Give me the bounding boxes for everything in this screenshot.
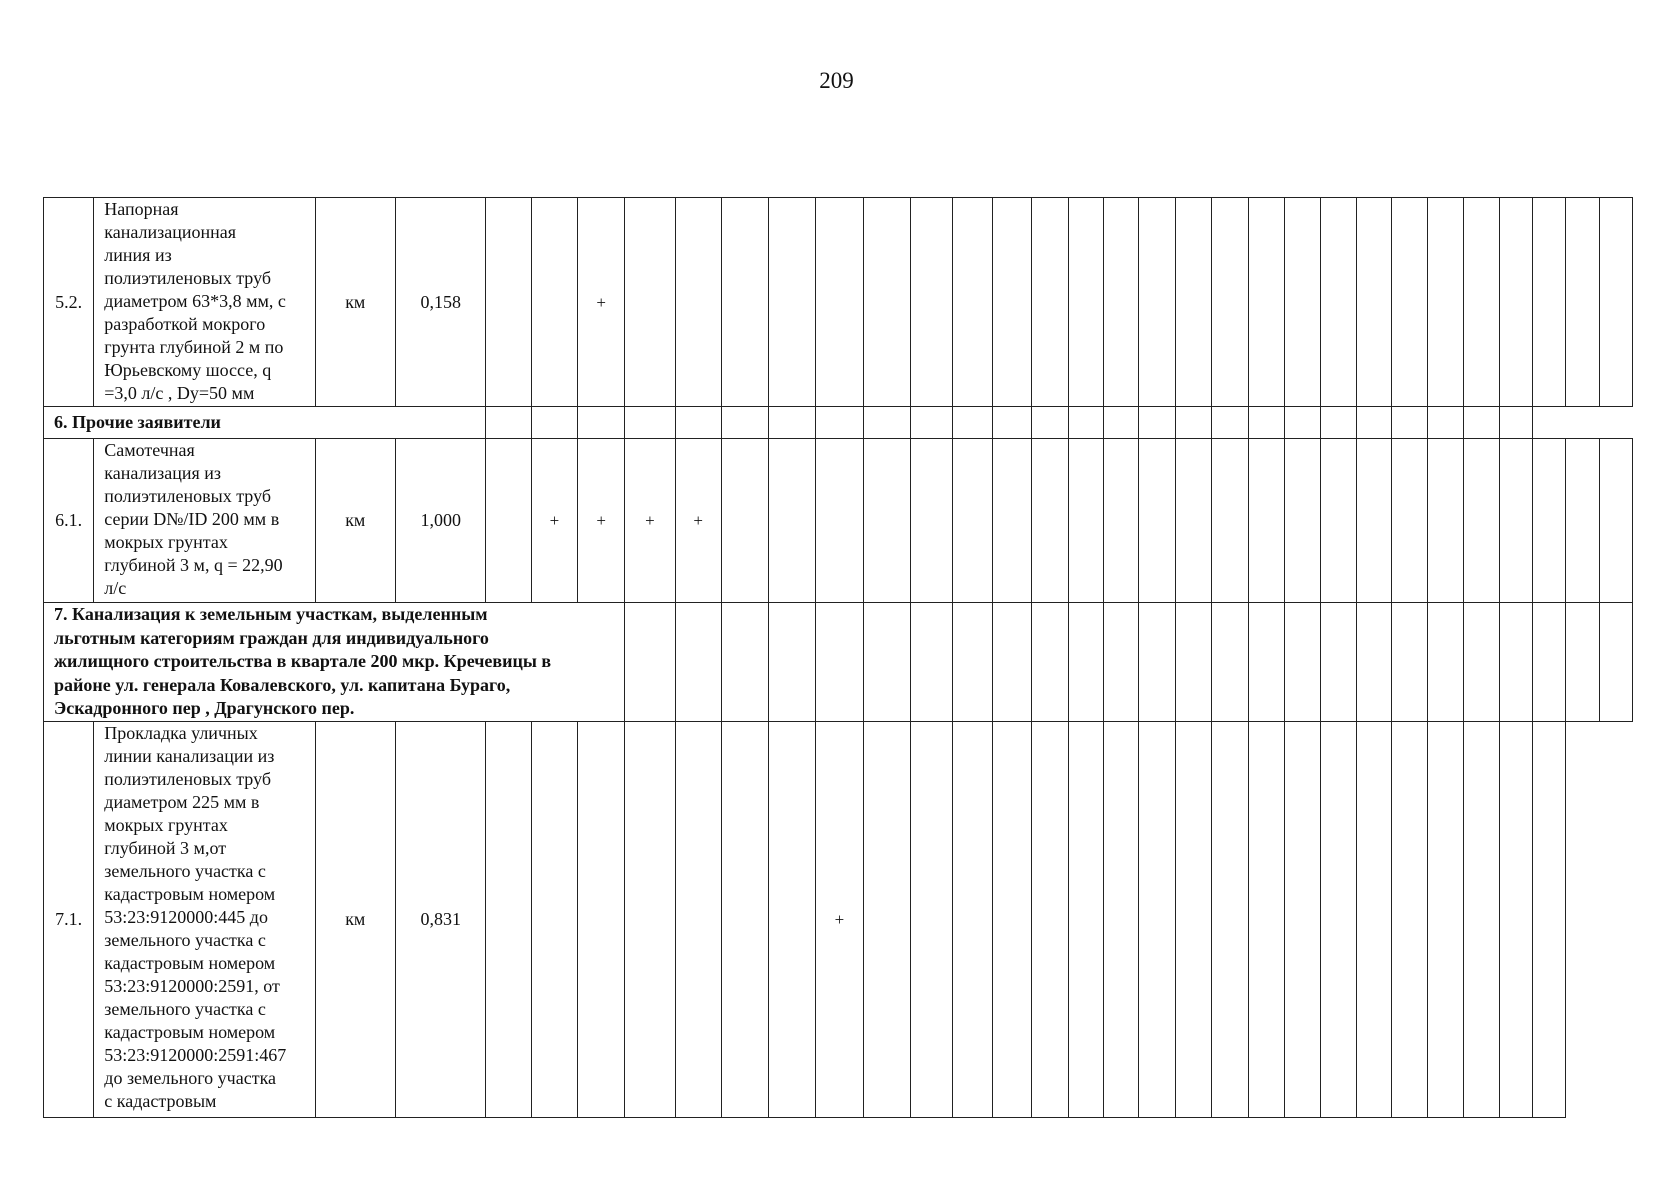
schedule-cell: [993, 439, 1031, 603]
schedule-cell: [769, 439, 816, 603]
schedule-cell: [1599, 439, 1632, 603]
schedule-cell: [1357, 407, 1392, 439]
schedule-cell: [1463, 439, 1499, 603]
schedule-cell: [1212, 407, 1248, 439]
schedule-cell: [993, 603, 1031, 722]
schedule-cell: [993, 407, 1031, 439]
schedule-cell: [1321, 603, 1357, 722]
schedule-cell: [1248, 721, 1284, 1117]
schedule-cell: [1427, 407, 1463, 439]
schedule-cell: [910, 198, 952, 407]
schedule-cell: [1284, 603, 1320, 722]
schedule-cell: [1248, 603, 1284, 722]
schedule-cell: [1392, 721, 1427, 1117]
schedule-cell: [1392, 439, 1427, 603]
row-number: 6.1.: [44, 439, 94, 603]
schedule-cell: [1392, 198, 1427, 407]
section-title: 6. Прочие заявители: [44, 407, 486, 439]
schedule-cell: [1500, 198, 1533, 407]
schedule-cell: +: [625, 439, 675, 603]
row-unit: км: [315, 721, 395, 1117]
schedule-cell: [1068, 721, 1103, 1117]
schedule-cell: [675, 603, 721, 722]
row-quantity: 0,158: [395, 198, 486, 407]
schedule-cell: [1427, 603, 1463, 722]
schedule-cell: [1212, 439, 1248, 603]
schedule-cell: [1599, 198, 1632, 407]
row-quantity: 1,000: [395, 439, 486, 603]
schedule-cell: [1500, 721, 1533, 1117]
schedule-cell: [1139, 603, 1176, 722]
schedule-cell: [953, 603, 993, 722]
schedule-cell: [1357, 198, 1392, 407]
row-unit: км: [315, 439, 395, 603]
schedule-cell: [577, 407, 624, 439]
schedule-cell: [721, 603, 768, 722]
schedule-cell: [1566, 439, 1599, 603]
schedule-cell: [1176, 603, 1212, 722]
schedule-cell: [1427, 439, 1463, 603]
schedule-cell: [993, 198, 1031, 407]
row-number: 7.1.: [44, 721, 94, 1117]
schedule-cell: [1500, 603, 1533, 722]
schedule-cell: [1139, 407, 1176, 439]
schedule-cell: [1427, 721, 1463, 1117]
schedule-cell: [675, 407, 721, 439]
schedule-cell: [1212, 198, 1248, 407]
schedule-cell: +: [531, 439, 577, 603]
schedule-cell: [531, 721, 577, 1117]
schedule-cell: [1031, 721, 1068, 1117]
schedule-cell: [1566, 603, 1599, 722]
schedule-cell: [1566, 198, 1599, 407]
row-unit: км: [315, 198, 395, 407]
schedule-cell: [1176, 439, 1212, 603]
schedule-cell: [863, 721, 910, 1117]
schedule-cell: [863, 439, 910, 603]
schedule-cell: [1533, 439, 1566, 603]
schedule-cell: [953, 407, 993, 439]
schedule-cell: [1068, 198, 1103, 407]
schedule-cell: [721, 439, 768, 603]
row-number: 5.2.: [44, 198, 94, 407]
schedule-cell: [1533, 603, 1566, 722]
row-quantity: 0,831: [395, 721, 486, 1117]
schedule-cell: [910, 439, 952, 603]
schedule-cell: [1103, 721, 1138, 1117]
schedule-cell: [721, 198, 768, 407]
schedule-cell: +: [577, 439, 624, 603]
schedule-cell: +: [577, 198, 624, 407]
schedule-cell: [486, 721, 531, 1117]
schedule-cell: [953, 439, 993, 603]
schedule-cell: [625, 407, 675, 439]
schedule-cell: [1533, 721, 1566, 1117]
schedule-cell: [486, 439, 531, 603]
schedule-cell: [1392, 603, 1427, 722]
schedule-cell: [1357, 603, 1392, 722]
schedule-cell: [486, 407, 531, 439]
schedule-cell: [1427, 198, 1463, 407]
schedule-cell: [721, 721, 768, 1117]
schedule-cell: [1248, 198, 1284, 407]
schedule-cell: [675, 198, 721, 407]
schedule-cell: [1533, 198, 1566, 407]
schedule-cell: [1103, 198, 1138, 407]
schedule-cell: [1463, 721, 1499, 1117]
schedule-cell: [1068, 439, 1103, 603]
schedule-cell: [1284, 721, 1320, 1117]
schedule-cell: [1139, 721, 1176, 1117]
schedule-cell: [721, 407, 768, 439]
schedule-cell: [1103, 407, 1138, 439]
schedule-cell: [1068, 603, 1103, 722]
schedule-cell: [531, 407, 577, 439]
schedule-cell: [1103, 603, 1138, 722]
schedule-cell: [816, 439, 863, 603]
section-title: 7. Канализация к земельным участкам, выделенным льготным категориям граждан для индивидуального жилищного строительства в квартале 200 мкр. Кречевицы в районе ул. генерала Ковалевского, ул. капитана Бураго, Эскадронного пер , Драгунского пер.: [44, 603, 625, 722]
schedule-cell: [1500, 439, 1533, 603]
schedule-cell: [1212, 721, 1248, 1117]
schedule-cell: [1176, 407, 1212, 439]
schedule-cell: [1500, 407, 1533, 439]
section-row: [44, 603, 1633, 722]
schedule-cell: [1463, 407, 1499, 439]
row-description: Напорная канализационная линия из полиэтиленовых труб диаметром 63*3,8 мм, с разработкой мокрого грунта глубиной 2 м по Юрьевскому шоссе, q =3,0 л/с , Dy=50 мм: [94, 198, 315, 407]
schedule-cell: [1212, 603, 1248, 722]
schedule-cell: [816, 603, 863, 722]
schedule-cell: [863, 407, 910, 439]
schedule-cell: [993, 721, 1031, 1117]
schedule-cell: [1284, 439, 1320, 603]
schedule-cell: [1357, 439, 1392, 603]
schedule-cell: [1392, 407, 1427, 439]
schedule-cell: [769, 721, 816, 1117]
schedule-cell: [1176, 721, 1212, 1117]
schedule-cell: [625, 198, 675, 407]
table-row: [44, 198, 1633, 407]
schedule-cell: [816, 407, 863, 439]
schedule-cell: [910, 407, 952, 439]
schedule-cell: [769, 407, 816, 439]
schedule-cell: [1321, 407, 1357, 439]
schedule-cell: [1248, 407, 1284, 439]
row-description: Прокладка уличных линии канализации из полиэтиленовых труб диаметром 225 мм в мокрых грунтах глубиной 3 м,от земельного участка с кадастровым номером 53:23:9120000:445 до земельного участка с кадастровым номером 53:23:9120000:2591, от земельного участка с кадастровым номером 53:23:9120000:2591:467 до земельного участка с кадастровым: [94, 721, 315, 1117]
schedule-cell: [863, 198, 910, 407]
table-row: [44, 721, 1633, 1117]
schedule-cell: [1599, 603, 1632, 722]
schedule-cell: [1176, 198, 1212, 407]
schedule-cell: [486, 198, 531, 407]
schedule-cell: [1321, 439, 1357, 603]
schedule-cell: [1321, 198, 1357, 407]
schedule-cell: [625, 603, 675, 722]
schedule-cell: [531, 198, 577, 407]
schedule-cell: [1139, 198, 1176, 407]
schedule-cell: [953, 198, 993, 407]
schedule-cell: [910, 603, 952, 722]
schedule-cell: [863, 603, 910, 722]
schedule-cell: [816, 198, 863, 407]
schedule-cell: [1357, 721, 1392, 1117]
schedule-cell: [769, 198, 816, 407]
schedule-table: [43, 197, 1633, 1118]
schedule-cell: [1103, 439, 1138, 603]
schedule-cell: [1068, 407, 1103, 439]
schedule-cell: [1031, 439, 1068, 603]
schedule-cell: [1031, 603, 1068, 722]
schedule-cell: [910, 721, 952, 1117]
row-description: Самотечная канализация из полиэтиленовых труб серии D№/ID 200 мм в мокрых грунтах глубиной 3 м, q = 22,90 л/с: [94, 439, 315, 603]
section-row: [44, 407, 1633, 439]
schedule-cell: [1031, 198, 1068, 407]
schedule-cell: [1031, 407, 1068, 439]
schedule-cell: [577, 721, 624, 1117]
schedule-cell: +: [816, 721, 863, 1117]
schedule-cell: [1284, 198, 1320, 407]
schedule-cell: [953, 721, 993, 1117]
table-row: [44, 439, 1633, 603]
schedule-cell: [1284, 407, 1320, 439]
page-number: 209: [819, 68, 854, 93]
schedule-cell: [675, 721, 721, 1117]
schedule-cell: [769, 603, 816, 722]
schedule-cell: [1248, 439, 1284, 603]
schedule-cell: [1463, 198, 1499, 407]
schedule-cell: [1139, 439, 1176, 603]
schedule-cell: [1321, 721, 1357, 1117]
schedule-cell: +: [675, 439, 721, 603]
schedule-cell: [1463, 603, 1499, 722]
schedule-cell: [625, 721, 675, 1117]
